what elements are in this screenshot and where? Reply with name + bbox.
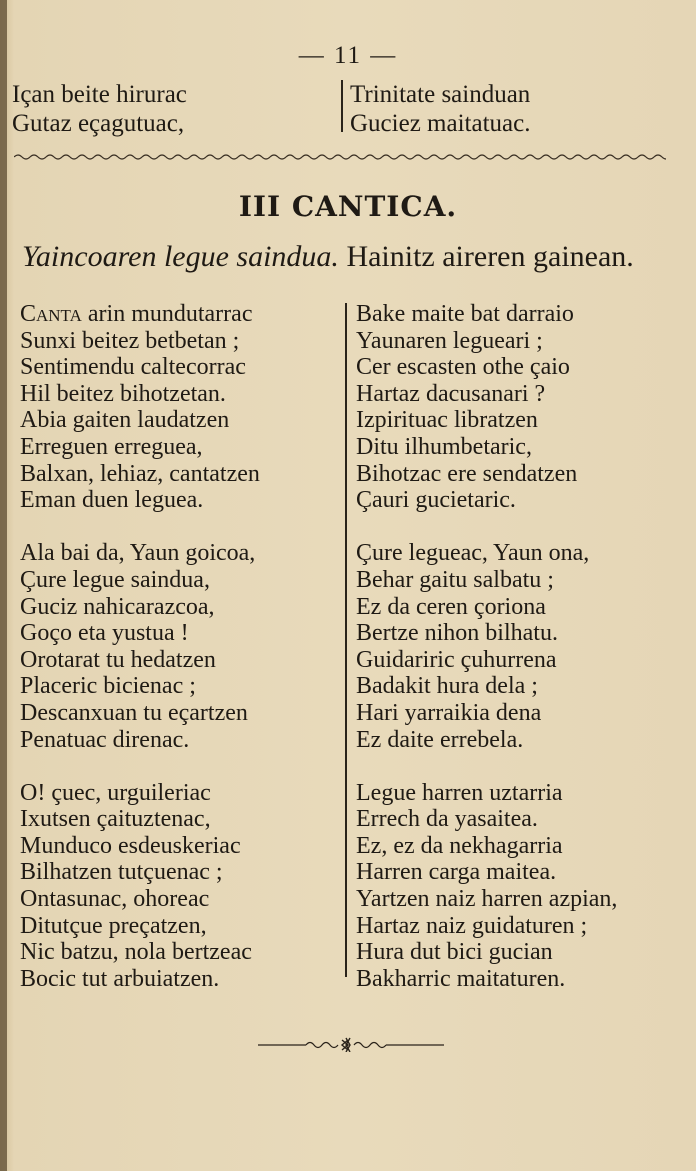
- verse-line: Errech da yasaitea.: [356, 806, 538, 833]
- verse-line: Çure legue saindua,: [20, 566, 210, 593]
- verse-line: Bocic tut arbuiatzen.: [20, 965, 220, 992]
- verse-line: Erreguen erreguea,: [20, 433, 203, 460]
- verse-line: [20, 301, 260, 328]
- top-stanza-left: [12, 80, 187, 138]
- initial-word: Canta: [20, 301, 82, 327]
- column-divider: [345, 303, 347, 977]
- verse-line: Gutaz eçagutuac,: [12, 110, 185, 137]
- verse-line: Bilhatzen tutçuenac ;: [20, 859, 223, 886]
- verse-line: Harren carga maitea.: [356, 859, 557, 886]
- verse-line: Bihotzac ere sendatzen: [356, 460, 578, 487]
- verse-line: Hil beitez bihotzetan.: [20, 380, 226, 407]
- verse-line: Yartzen naiz harren azpian,: [356, 886, 618, 913]
- verse-line: Izpirituac libratzen: [356, 407, 538, 434]
- verse-line: Orotarat tu hedatzen: [20, 646, 216, 673]
- verse-line: Behar gaitu salbatu ;: [356, 566, 554, 593]
- verse-line: Ala bai da, Yaun goicoa,: [20, 540, 256, 567]
- verse-line: Goço eta yustua !: [20, 620, 189, 647]
- stanza-gap: [356, 514, 617, 541]
- page-spine-edge: [0, 0, 7, 1171]
- verse-line: Cer escasten othe çaio: [356, 354, 570, 381]
- verse-line: Penatuac direnac.: [20, 726, 190, 753]
- stanza-gap: [356, 753, 617, 780]
- verse-line: Ez daite errebela.: [356, 726, 524, 753]
- verse-line: Ixutsen çaituztenac,: [20, 806, 211, 833]
- verse-line: Hartaz naiz guidaturen ;: [356, 912, 588, 939]
- verse-line: Abia gaiten laudatzen: [20, 407, 230, 434]
- verse-line: Yaunaren legueari ;: [356, 327, 543, 354]
- verse-line: O! çuec, urguileriac: [20, 779, 211, 806]
- verse-line: Çauri gucietaric.: [356, 487, 516, 514]
- verse-line: Descanxuan tu eçartzen: [20, 699, 248, 726]
- ornament-divider: [258, 1036, 444, 1052]
- column-divider-top: [341, 80, 343, 132]
- verse-line: Badakit hura dela ;: [356, 673, 538, 700]
- verse-line: Içan beite hirurac: [12, 81, 187, 108]
- verse-line: Eman duen leguea.: [20, 487, 204, 514]
- verse-line: Guidariric çuhurrena: [356, 646, 557, 673]
- stanza-gap: [20, 514, 260, 541]
- verse-line: Bakharric maitaturen.: [356, 965, 566, 992]
- hymn-title: Yaincoaren legue saindua.: [22, 240, 339, 273]
- verse-line: Guciez maitatuac.: [350, 110, 531, 137]
- verse-line-rest: arin mundutarrac: [81, 301, 253, 327]
- verse-line: Bertze nihon bilhatu.: [356, 620, 558, 647]
- verse-line: Sentimendu caltecorrac: [20, 354, 246, 381]
- verse-line: Guciz nahicarazcoa,: [20, 593, 215, 620]
- verse-line: Ez da ceren çoriona: [356, 593, 546, 620]
- verse-line: Placeric bicienac ;: [20, 673, 196, 700]
- verse-line: Çure legueac, Yaun ona,: [356, 540, 590, 567]
- stanza-gap: [20, 753, 260, 780]
- verse-line: Sunxi beitez betbetan ;: [20, 327, 240, 354]
- verse-line: Nic batzu, nola bertzeac: [20, 939, 252, 966]
- verse-line: Hartaz dacusanari ?: [356, 380, 546, 407]
- right-verse-column: [356, 301, 617, 992]
- verse-line: Ontasunac, ohoreac: [20, 886, 210, 913]
- verse-line: Ditu ilhumbetaric,: [356, 433, 532, 460]
- left-verse-column: [20, 301, 260, 992]
- verse-line: Trinitate sainduan: [350, 81, 531, 108]
- hymn-heading: III CANTICA.: [238, 190, 458, 223]
- verse-line: Hari yarraikia dena: [356, 699, 542, 726]
- wavy-separator-rule: [14, 152, 666, 162]
- top-stanza-right: [350, 80, 530, 138]
- verse-line: Legue harren uztarria: [356, 779, 563, 806]
- verse-line: Bake maite bat darraio: [356, 301, 574, 327]
- page-number: — 11 —: [298, 42, 398, 69]
- verse-line: Balxan, lehiaz, cantatzen: [20, 460, 260, 487]
- hymn-air-note: Hainitz aireren gainean.: [346, 240, 634, 273]
- verse-line: Munduco esdeuskeriac: [20, 832, 241, 859]
- verse-line: Ez, ez da nekhagarria: [356, 832, 563, 859]
- verse-line: Hura dut bici gucian: [356, 939, 553, 966]
- hymn-subtitle: [22, 240, 634, 274]
- verse-line: Ditutçue preçatzen,: [20, 912, 207, 939]
